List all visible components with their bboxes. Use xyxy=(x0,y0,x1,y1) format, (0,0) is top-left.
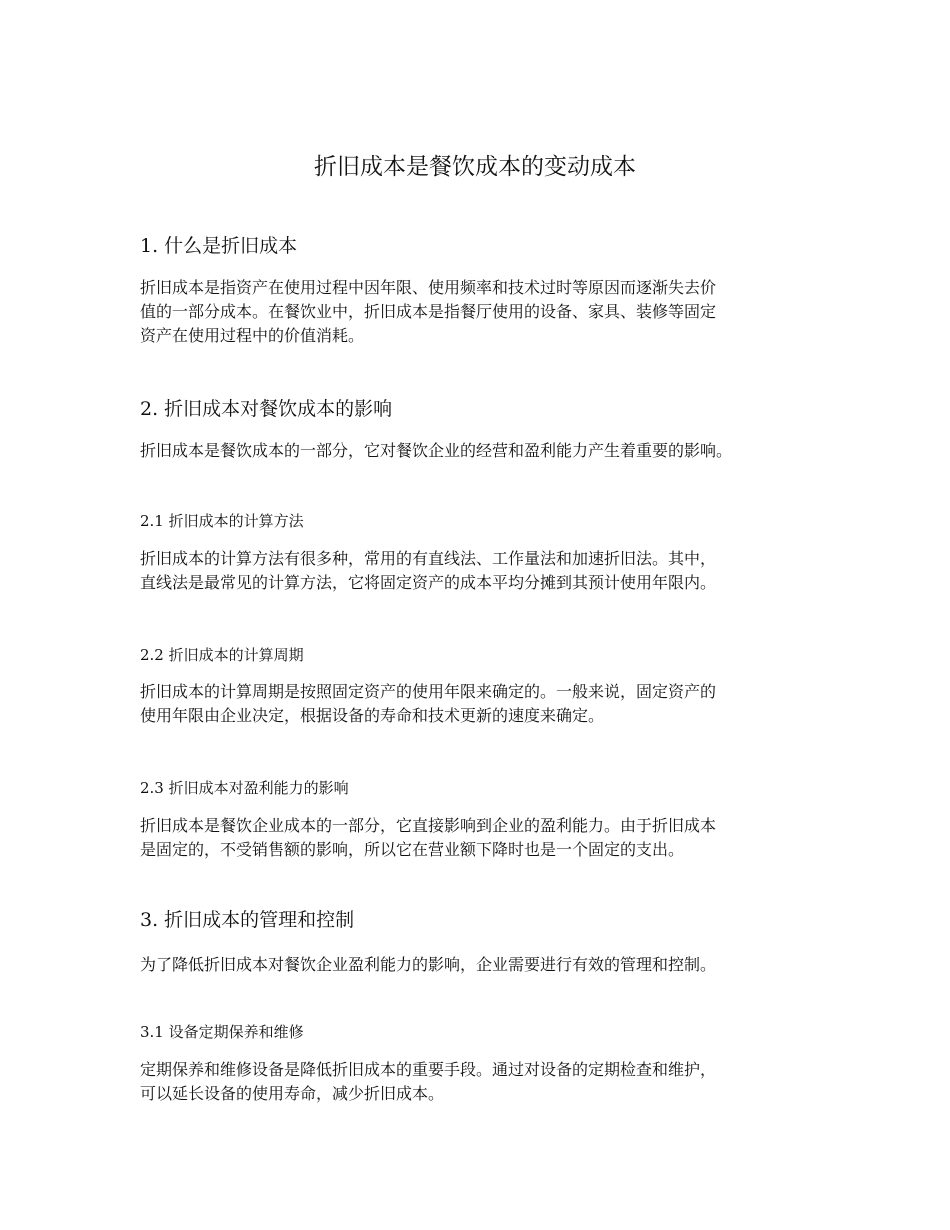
paragraph-line: 定期保养和维修设备是降低折旧成本的重要手段。通过对设备的定期检查和维护， xyxy=(140,1060,717,1079)
subsection-paragraph-2-2 xyxy=(140,680,830,728)
paragraph-line: 可以延长设备的使用寿命，减少折旧成本。 xyxy=(140,1084,445,1103)
paragraph-line: 值的一部分成本。在餐饮业中，折旧成本是指餐厅使用的设备、家具、装修等固定 xyxy=(140,302,717,321)
paragraph-line: 资产在使用过程中的价值消耗。 xyxy=(140,326,365,345)
subsection-heading-2-1: 2.1 折旧成本的计算方法 xyxy=(140,512,304,530)
subsection-paragraph-3-1 xyxy=(140,1058,830,1106)
paragraph-line: 折旧成本是餐饮企业成本的一部分，它直接影响到企业的盈利能力。由于折旧成本 xyxy=(140,816,717,835)
subsection-heading-3-1: 3.1 设备定期保养和维修 xyxy=(140,1023,304,1041)
paragraph-line: 为了降低折旧成本对餐饮企业盈利能力的影响，企业需要进行有效的管理和控制。 xyxy=(140,955,717,974)
paragraph-line: 折旧成本是餐饮成本的一部分，它对餐饮企业的经营和盈利能力产生着重要的影响。 xyxy=(140,441,733,460)
section-paragraph-2 xyxy=(140,439,830,463)
document-title: 折旧成本是餐饮成本的变动成本 xyxy=(314,154,636,180)
paragraph-line: 折旧成本的计算方法有很多种，常用的有直线法、工作量法和加速折旧法。其中， xyxy=(140,549,717,568)
paragraph-line: 折旧成本的计算周期是按照固定资产的使用年限来确定的。一般来说，固定资产的 xyxy=(140,682,717,701)
section-heading-1: 1. 什么是折旧成本 xyxy=(140,235,298,257)
paragraph-line: 直线法是最常见的计算方法，它将固定资产的成本平均分摊到其预计使用年限内。 xyxy=(140,573,717,592)
section-heading-2: 2. 折旧成本对餐饮成本的影响 xyxy=(140,398,393,420)
paragraph-line: 使用年限由企业决定，根据设备的寿命和技术更新的速度来确定。 xyxy=(140,706,605,725)
section-heading-3: 3. 折旧成本的管理和控制 xyxy=(140,909,355,931)
section-paragraph-3 xyxy=(140,953,830,977)
subsection-heading-2-2: 2.2 折旧成本的计算周期 xyxy=(140,646,304,664)
subsection-heading-2-3: 2.3 折旧成本对盈利能力的影响 xyxy=(140,779,349,797)
subsection-paragraph-2-3 xyxy=(140,814,830,862)
paragraph-line: 折旧成本是指资产在使用过程中因年限、使用频率和技术过时等原因而逐渐失去价 xyxy=(140,278,717,297)
subsection-paragraph-2-1 xyxy=(140,547,830,595)
paragraph-line: 是固定的，不受销售额的影响，所以它在营业额下降时也是一个固定的支出。 xyxy=(140,840,685,859)
section-paragraph-1 xyxy=(140,276,830,348)
